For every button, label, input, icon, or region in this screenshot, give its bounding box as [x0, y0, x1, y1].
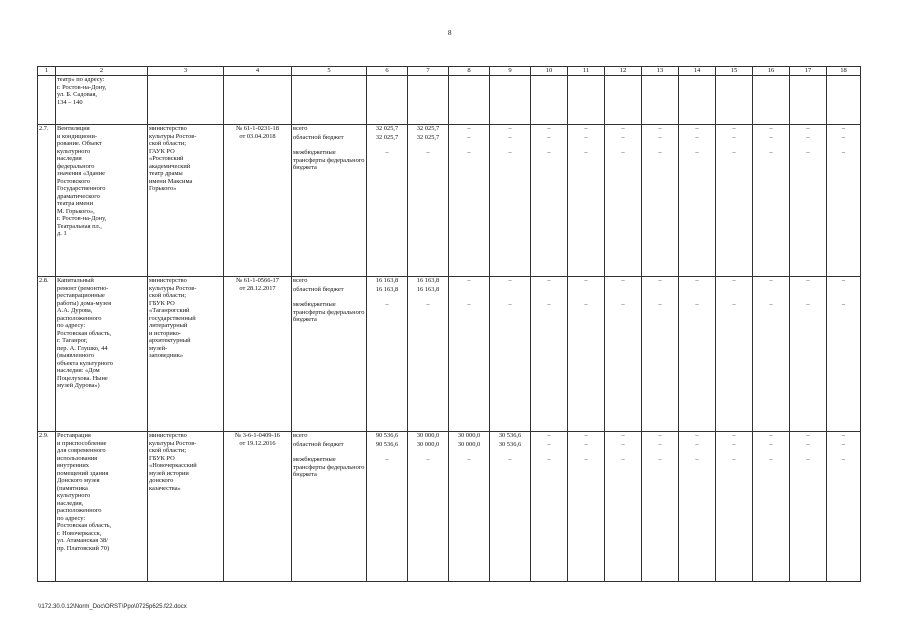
value-line: – — [695, 149, 699, 156]
value-cell — [605, 277, 642, 432]
value-line: – — [769, 125, 773, 132]
value-line: – — [732, 301, 736, 308]
value-line: – — [769, 134, 773, 141]
value-line: – — [467, 456, 471, 463]
file-path-footer: \\172.30.0.12\Norm_Doc\ORST\Ppo\0725p625.f22.docx — [38, 604, 187, 610]
value-line: – — [547, 125, 551, 132]
header-cell: 9 — [490, 67, 531, 76]
value-line: – — [508, 125, 512, 132]
row-number-cell: 2.9. — [38, 432, 56, 582]
funding-source-line: областной бюджет — [293, 134, 344, 141]
value-line: – — [508, 149, 512, 156]
value-cell — [568, 277, 605, 432]
value-cell — [827, 277, 861, 432]
value-line — [717, 286, 751, 301]
value-line: – — [695, 125, 699, 132]
value-line: – — [841, 134, 846, 141]
value-line: – — [621, 125, 625, 132]
value-line: – — [769, 301, 773, 308]
value-line: – — [806, 125, 810, 132]
header-cell: 13 — [642, 67, 679, 76]
value-line: – — [658, 134, 662, 141]
value-line: – — [806, 134, 810, 141]
value-line — [680, 286, 714, 301]
value-cell — [716, 277, 753, 432]
value-cell — [531, 432, 568, 582]
value-cell — [449, 432, 490, 582]
value-line: – — [547, 456, 551, 463]
header-cell: 7 — [408, 67, 449, 76]
value-cell — [753, 125, 790, 277]
value-line: – — [769, 149, 773, 156]
value-line: – — [732, 432, 736, 439]
value-cell — [790, 277, 827, 432]
value-line: 32 025,7 — [375, 134, 399, 141]
value-line: – — [508, 301, 512, 308]
row-number-cell: 2.7. — [38, 125, 56, 277]
value-line: – — [841, 125, 846, 132]
object-name-cell: театр» по адресу: г. Ростов-на-Дону, ул. Б. Садовая, 134 – 140 — [56, 76, 148, 125]
value-line — [450, 286, 488, 301]
value-cell — [642, 125, 679, 277]
value-line: – — [841, 149, 846, 156]
value-cell — [642, 432, 679, 582]
value-line: – — [385, 149, 389, 156]
value-line: 16 163,8 — [416, 277, 440, 284]
value-cell — [753, 432, 790, 582]
value-cell — [408, 277, 449, 432]
value-line: – — [467, 277, 471, 284]
value-line — [569, 286, 603, 301]
value-line: 90 536,6 — [375, 441, 399, 448]
value-cell — [367, 277, 408, 432]
value-line: – — [508, 134, 512, 141]
value-cell — [531, 125, 568, 277]
header-cell: 11 — [568, 67, 605, 76]
value-cell — [642, 277, 679, 432]
value-line — [532, 286, 566, 301]
value-line: – — [621, 134, 625, 141]
header-cell: 6 — [367, 67, 408, 76]
value-line: – — [467, 149, 471, 156]
value-line: – — [467, 301, 471, 308]
value-line: – — [806, 432, 810, 439]
value-line: – — [547, 441, 551, 448]
value-cell — [716, 432, 753, 582]
value-line: – — [658, 125, 662, 132]
table-row — [38, 125, 861, 277]
header-cell: 8 — [449, 67, 490, 76]
value-line: 30 000,0 — [457, 432, 481, 439]
value-line: – — [584, 149, 588, 156]
header-row — [38, 67, 861, 76]
value-line: – — [841, 441, 846, 448]
value-line: – — [467, 125, 471, 132]
value-line: – — [806, 456, 810, 463]
value-line: – — [547, 432, 551, 439]
value-cell — [408, 432, 449, 582]
value-cell — [827, 125, 861, 277]
header-cell: 15 — [716, 67, 753, 76]
funding-source-line: межбюджетные трансферты федерального бюджета — [293, 456, 365, 478]
value-line: – — [695, 441, 699, 448]
value-line: – — [806, 149, 810, 156]
value-line: – — [658, 301, 662, 308]
value-line: – — [732, 149, 736, 156]
value-line: – — [732, 277, 736, 284]
funding-source-line: всего — [293, 432, 308, 439]
value-cell — [827, 432, 861, 582]
budget-table — [37, 66, 861, 582]
value-line: – — [467, 134, 471, 141]
value-line: – — [732, 134, 736, 141]
value-line: – — [806, 441, 810, 448]
value-line: – — [841, 277, 846, 284]
table-row-continued — [38, 76, 861, 125]
table-row — [38, 277, 861, 432]
funding-source-line: всего — [293, 277, 308, 284]
value-cell — [490, 432, 531, 582]
value-line: – — [695, 456, 699, 463]
value-cell — [490, 125, 531, 277]
value-cell — [679, 125, 716, 277]
value-line: 30 536,6 — [498, 432, 522, 439]
value-line: 16 163,8 — [375, 286, 399, 293]
header-cell: 12 — [605, 67, 642, 76]
organization-cell: министерство культуры Ростов- ской области; ГБУК РО «Новочеркасский музей истории донского казачества» — [148, 432, 224, 582]
header-cell: 2 — [56, 67, 148, 76]
funding-source-line: областной бюджет — [293, 441, 344, 448]
value-line: – — [584, 134, 588, 141]
value-line: – — [621, 456, 625, 463]
value-line: – — [508, 456, 512, 463]
value-cell — [568, 432, 605, 582]
value-line: 30 000,0 — [457, 441, 481, 448]
funding-source-cell — [292, 125, 367, 277]
value-line: – — [426, 456, 430, 463]
value-line: – — [621, 149, 625, 156]
value-line: – — [547, 134, 551, 141]
value-line: – — [584, 432, 588, 439]
value-line — [828, 286, 859, 301]
value-line: 32 025,7 — [416, 125, 440, 132]
value-line: – — [806, 277, 810, 284]
value-line: 32 025,7 — [416, 134, 440, 141]
value-line: – — [732, 125, 736, 132]
object-name-cell: Реставрация и приспособление для современного использования внутренних помещений здания Донского музея (памятника культурного наследия, расположенного по адресу: Ростовская область, г. Новочеркасск, ул. Атаманская 38/ пр. Платовский 70) — [56, 432, 148, 582]
header-cell: 17 — [790, 67, 827, 76]
funding-source-cell — [292, 432, 367, 582]
header-cell: 1 — [38, 67, 56, 76]
page-number: 8 — [448, 29, 452, 37]
value-line: – — [547, 149, 551, 156]
value-line: – — [508, 277, 512, 284]
value-line — [754, 286, 788, 301]
value-cell — [605, 432, 642, 582]
object-name-cell: Капитальный ремонт (ремонтно- реставрационные работы) дома-музея А.А. Дурова, расположенного по адресу: Ростовская область, г. Таганрог, пер. А. Глушко, 44 (выявленного объекта культурного наследия: «Дом Поцелухова. Ныне музей Дурова») — [56, 277, 148, 432]
value-line: – — [806, 301, 810, 308]
value-line: – — [658, 432, 662, 439]
value-line — [606, 286, 640, 301]
value-line: – — [841, 301, 846, 308]
value-line: – — [695, 432, 699, 439]
value-line: – — [426, 301, 430, 308]
funding-source-line: межбюджетные трансферты федерального бюджета — [293, 149, 365, 171]
value-cell — [568, 125, 605, 277]
value-line: – — [769, 456, 773, 463]
value-cell — [449, 277, 490, 432]
funding-source-cell — [292, 277, 367, 432]
value-line: – — [841, 456, 846, 463]
value-line: 16 163,8 — [375, 277, 399, 284]
value-line: – — [695, 301, 699, 308]
value-line: – — [732, 456, 736, 463]
value-cell — [490, 277, 531, 432]
value-line — [643, 286, 677, 301]
value-cell — [367, 432, 408, 582]
organization-cell: министерство культуры Ростов- ской области; ГАУК РО «Ростовский академический театр драмы имени Максима Горького» — [148, 125, 224, 277]
value-line: – — [658, 149, 662, 156]
header-cell: 10 — [531, 67, 568, 76]
value-cell — [531, 277, 568, 432]
value-line: – — [584, 125, 588, 132]
value-cell — [408, 125, 449, 277]
header-cell: 14 — [679, 67, 716, 76]
value-cell — [679, 432, 716, 582]
header-cell: 16 — [753, 67, 790, 76]
funding-source-line: всего — [293, 125, 308, 132]
value-line: 32 025,7 — [375, 125, 399, 132]
document-cell: № 61-1-0231-18 от 03.04.2018 — [224, 125, 292, 277]
row-number-cell: 2.8. — [38, 277, 56, 432]
value-line: 90 536,6 — [375, 432, 399, 439]
value-cell — [679, 277, 716, 432]
header-cell: 4 — [224, 67, 292, 76]
value-line: – — [769, 277, 773, 284]
value-line: – — [584, 277, 588, 284]
document-cell: № 61-1-0566-17 от 28.12.2017 — [224, 277, 292, 432]
value-line: – — [547, 301, 551, 308]
value-line: 30 000,0 — [416, 441, 440, 448]
value-line: – — [658, 277, 662, 284]
value-cell — [367, 125, 408, 277]
value-line — [491, 286, 529, 301]
value-line — [791, 286, 825, 301]
value-line: – — [621, 441, 625, 448]
header-cell: 5 — [292, 67, 367, 76]
value-line: – — [695, 134, 699, 141]
document-cell: № 3-6-1-0409-16 от 19.12.2016 — [224, 432, 292, 582]
value-line: – — [658, 441, 662, 448]
value-line: – — [769, 432, 773, 439]
value-line: – — [385, 301, 389, 308]
value-cell — [449, 125, 490, 277]
value-cell — [605, 125, 642, 277]
value-line: – — [732, 441, 736, 448]
value-line: – — [584, 441, 588, 448]
value-line: – — [385, 456, 389, 463]
value-line: – — [426, 149, 430, 156]
funding-source-line: межбюджетные трансферты федерального бюджета — [293, 301, 365, 323]
value-line: – — [621, 432, 625, 439]
value-line: – — [695, 277, 699, 284]
value-cell — [716, 125, 753, 277]
value-line: – — [769, 441, 773, 448]
header-cell: 3 — [148, 67, 224, 76]
value-cell — [790, 432, 827, 582]
value-cell — [790, 125, 827, 277]
value-cell — [753, 277, 790, 432]
value-line: 30 536,6 — [498, 441, 522, 448]
value-line: – — [547, 277, 551, 284]
organization-cell: министерство культуры Ростов- ской области; ГБУК РО «Таганрогский государственный литературный и историко- архитектурный музей- заповедник» — [148, 277, 224, 432]
value-line: – — [841, 432, 846, 439]
value-line: – — [621, 301, 625, 308]
value-line: 16 163,8 — [416, 286, 440, 293]
value-line: 30 000,0 — [416, 432, 440, 439]
value-line: – — [621, 277, 625, 284]
object-name-cell: Вентиляция и кондициони- рование. Объект культурного наследия федерального значения «Здание Ростовского Государственного драматического театра имени М. Горького», г. Ростов-на-Дону, Театральная пл., д. 1 — [56, 125, 148, 277]
table-row — [38, 432, 861, 582]
value-line: – — [658, 456, 662, 463]
value-line: – — [584, 456, 588, 463]
funding-source-line: областной бюджет — [293, 286, 344, 293]
header-cell: 18 — [827, 67, 861, 76]
value-line: – — [584, 301, 588, 308]
